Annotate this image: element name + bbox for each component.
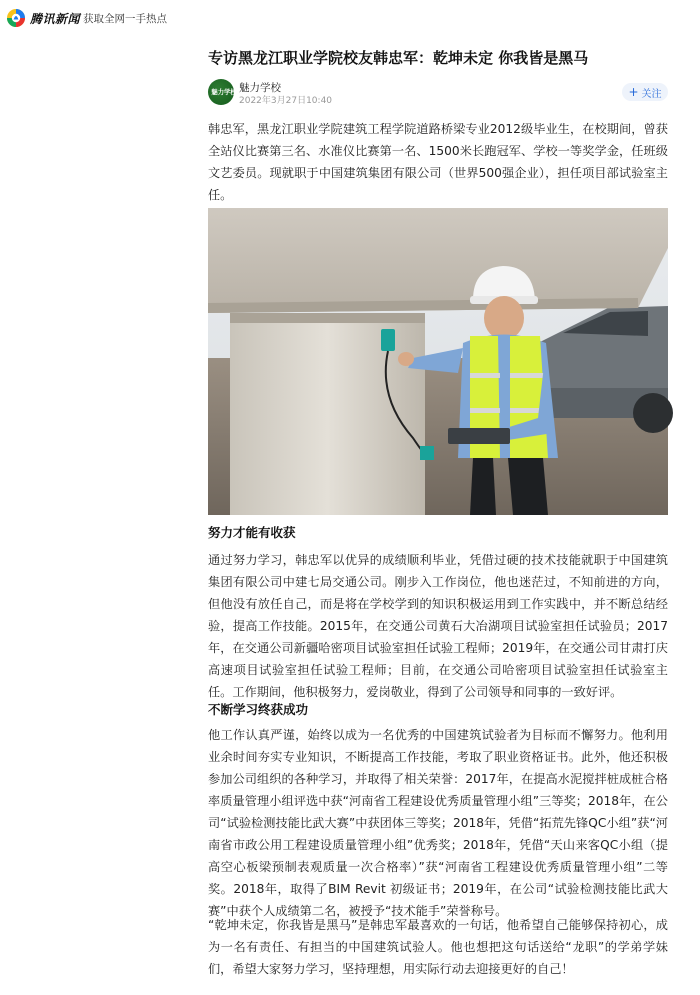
brand-name[interactable]: 腾讯新闻 xyxy=(30,12,81,26)
article-paragraph: “乾坤未定，你我皆是黑马”是韩忠军最喜欢的一句话，他希望自己能够保持初心，成为一名有责任、有担当的中国建筑试验人。他也想把这句话送给“龙职”的学弟学妹们，希望大家努力学习，坚持理想，用实际行动去迎接更好的自己！ xyxy=(208,918,668,976)
header-tagline: 获取全网一手热点 xyxy=(83,13,167,25)
article-photo[interactable] xyxy=(208,208,668,515)
plus-icon: + xyxy=(628,85,639,99)
publish-time: 2022年3月27日10:40 xyxy=(239,96,333,106)
article-paragraph: 韩忠军，黑龙江职业学院建筑工程学院道路桥梁专业2012级毕业生，在校期间，曾获全站仪比赛第三名、水准仪比赛第一名、1500米长跑冠军、学校一等奖学金，任班级文艺委员。现就职于中国建筑集团有限公司（世界500强企业），担任项目部试验室主任。 xyxy=(208,122,668,202)
author-name[interactable]: 魅力学校 xyxy=(239,82,281,94)
follow-button[interactable] xyxy=(622,83,668,101)
top-bar xyxy=(0,0,700,36)
photo-illustration xyxy=(208,208,668,515)
article-paragraph: 他工作认真严谨，始终以成为一名优秀的中国建筑试验者为目标而不懈努力。他利用业余时间夯实专业知识，不断提高工作技能，考取了职业资格证书。此外，他还积极参加公司组织的各种学习，并取得了相关荣誉：2017年，在提高水泥搅拌桩成桩合格率质量管理小组评选中获“河南省工程建设优秀质量管理小组”三等奖；2018年，在公司“试验检测技能比武大赛”中获团体三等奖；2018年，凭借“拓荒先锋QC小组”获“河南省市政公用工程建设质量管理小组”优秀奖；2018年，凭借“天山来客QC小组（提高空心板梁预制表观质量一次合格率）”获“河南省工程建设优秀质量管理小组”二等奖。2018年，取得了BIM Revit 初级证书；2019年，在公司“试验检测技能比武大赛”中获个人成绩第二名，被授予“技术能手”荣誉称号。 xyxy=(208,728,668,918)
section-heading: 努力才能有收获 xyxy=(208,525,296,540)
avatar-text: 魅力学校 xyxy=(211,88,237,96)
follow-label: 关注 xyxy=(641,88,662,100)
author-row xyxy=(208,79,668,105)
article-paragraph: 通过努力学习，韩忠军以优异的成绩顺利毕业，凭借过硬的技术技能就职于中国建筑集团有限公司中建七局交通公司。刚步入工作岗位，他也迷茫过，不知前进的方向，但他没有放任自己，而是将在学校学到的知识积极运用到工作实践中，并不断总结经验，提高工作技能。2015年，在交通公司黄石大冶湖项目试验室担任试验员；2017年，在交通公司新疆哈密项目试验室担任试验工程师；2019年，在交通公司甘肃打庆高速项目试验室担任试验工程师；目前，在交通公司哈密项目试验室担任试验室主任。工作期间，他积极努力，爱岗敬业，得到了公司领导和同事的一致好评。 xyxy=(208,553,668,699)
author-avatar[interactable] xyxy=(208,79,237,105)
tencent-news-logo-icon[interactable] xyxy=(6,8,26,28)
article-title: 专访黑龙江职业学院校友韩忠军：乾坤未定 你我皆是黑马 xyxy=(208,49,589,67)
section-heading: 不断学习终获成功 xyxy=(208,702,309,717)
